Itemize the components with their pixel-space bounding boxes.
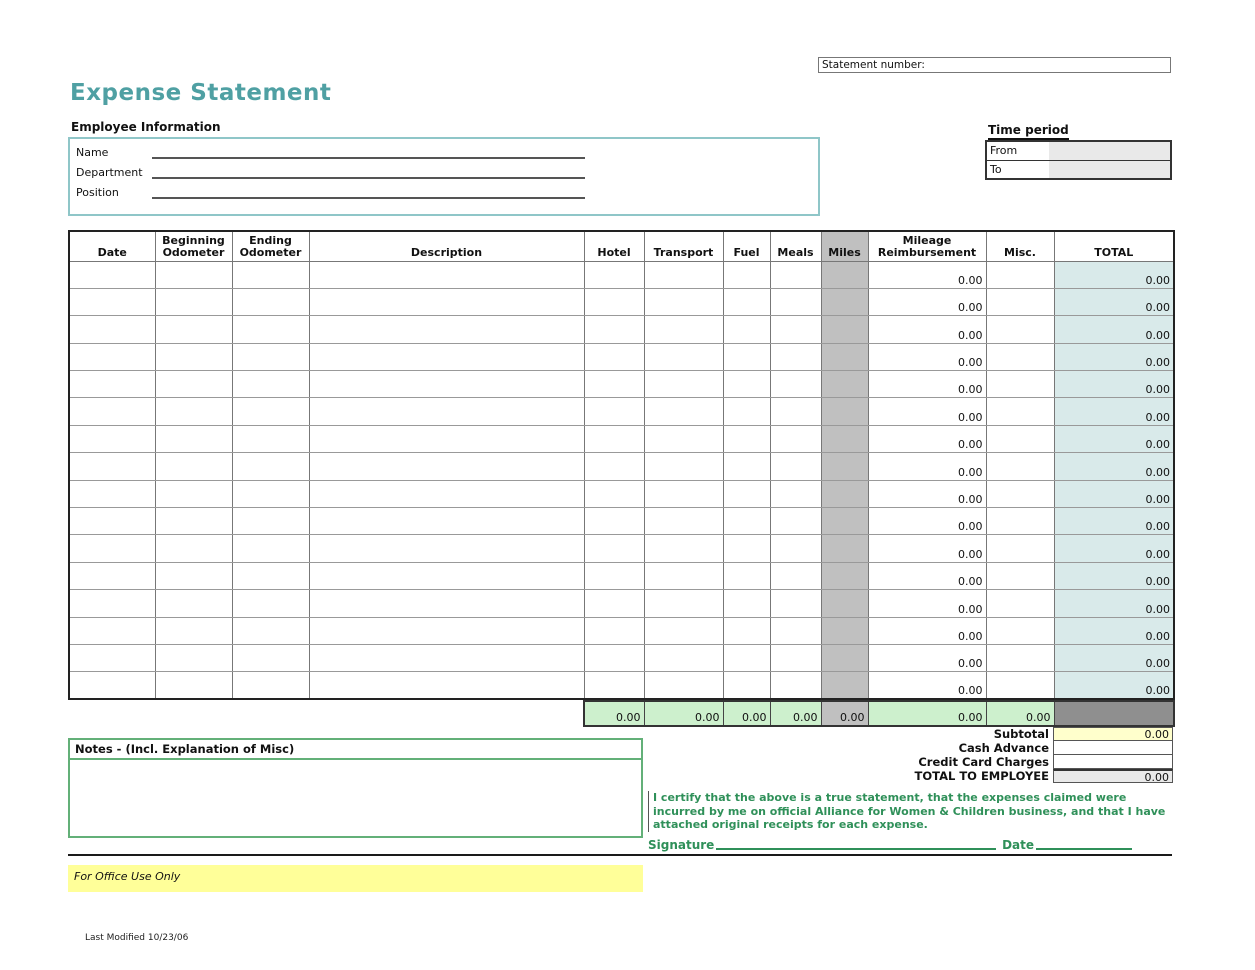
employee-field-row bbox=[70, 143, 818, 163]
expense-cell-hotel[interactable] bbox=[584, 288, 644, 315]
total-cell-transport: 0.00 bbox=[644, 701, 723, 726]
expense-cell-mileage-reimbursement: 0.00 bbox=[868, 535, 986, 562]
time-period-heading: Time period bbox=[988, 123, 1069, 140]
expense-cell-meals[interactable] bbox=[770, 562, 821, 589]
total-cell-total bbox=[1054, 701, 1174, 726]
expense-cell-total: 0.00 bbox=[1054, 535, 1174, 562]
expense-cell-total: 0.00 bbox=[1054, 672, 1174, 699]
expense-cell-hotel[interactable] bbox=[584, 535, 644, 562]
expense-cell-beginning-odometer[interactable] bbox=[155, 261, 232, 288]
expense-cell-mileage-reimbursement: 0.00 bbox=[868, 590, 986, 617]
expense-cell-meals[interactable] bbox=[770, 672, 821, 699]
expense-cell-mileage-reimbursement: 0.00 bbox=[868, 316, 986, 343]
expense-cell-mileage-reimbursement: 0.00 bbox=[868, 288, 986, 315]
office-use-label: For Office Use Only bbox=[74, 870, 181, 883]
expense-cell-fuel[interactable] bbox=[723, 480, 770, 507]
expense-cell-total: 0.00 bbox=[1054, 371, 1174, 398]
expense-cell-ending-odometer[interactable] bbox=[232, 261, 309, 288]
column-header-transport: Transport bbox=[644, 231, 723, 261]
expense-cell-total: 0.00 bbox=[1054, 480, 1174, 507]
expense-cell-meals[interactable] bbox=[770, 288, 821, 315]
expense-cell-description[interactable] bbox=[309, 617, 584, 644]
expense-cell-date[interactable] bbox=[69, 288, 155, 315]
expense-cell-date[interactable] bbox=[69, 535, 155, 562]
expense-cell-fuel[interactable] bbox=[723, 453, 770, 480]
expense-cell-miles[interactable] bbox=[821, 425, 868, 452]
expense-row bbox=[69, 562, 1174, 589]
expense-cell-ending-odometer[interactable] bbox=[232, 288, 309, 315]
expense-cell-fuel[interactable] bbox=[723, 343, 770, 370]
expense-cell-fuel[interactable] bbox=[723, 508, 770, 535]
expense-cell-ending-odometer[interactable] bbox=[232, 453, 309, 480]
expense-cell-meals[interactable] bbox=[770, 617, 821, 644]
expense-row bbox=[69, 535, 1174, 562]
expense-table-header-row bbox=[69, 231, 1174, 261]
expense-cell-beginning-odometer[interactable] bbox=[155, 425, 232, 452]
expense-cell-beginning-odometer[interactable] bbox=[155, 617, 232, 644]
period-input-from[interactable] bbox=[1049, 142, 1170, 160]
expense-cell-total: 0.00 bbox=[1054, 617, 1174, 644]
expense-cell-beginning-odometer[interactable] bbox=[155, 562, 232, 589]
expense-cell-miles[interactable] bbox=[821, 535, 868, 562]
summary-row-cash-advance bbox=[653, 741, 1173, 755]
expense-cell-beginning-odometer[interactable] bbox=[155, 398, 232, 425]
expense-cell-misc[interactable] bbox=[986, 343, 1054, 370]
expense-cell-meals[interactable] bbox=[770, 453, 821, 480]
expense-cell-description[interactable] bbox=[309, 288, 584, 315]
expense-row bbox=[69, 617, 1174, 644]
expense-cell-hotel[interactable] bbox=[584, 316, 644, 343]
expense-row bbox=[69, 508, 1174, 535]
expense-cell-fuel[interactable] bbox=[723, 590, 770, 617]
expense-cell-mileage-reimbursement: 0.00 bbox=[868, 480, 986, 507]
expense-cell-hotel[interactable] bbox=[584, 617, 644, 644]
expense-cell-beginning-odometer[interactable] bbox=[155, 343, 232, 370]
statement-number-label: Statement number: bbox=[822, 59, 925, 71]
expense-cell-hotel[interactable] bbox=[584, 508, 644, 535]
expense-row bbox=[69, 371, 1174, 398]
expense-cell-beginning-odometer[interactable] bbox=[155, 644, 232, 671]
column-header-description: Description bbox=[309, 231, 584, 261]
expense-cell-beginning-odometer[interactable] bbox=[155, 535, 232, 562]
expense-cell-ending-odometer[interactable] bbox=[232, 644, 309, 671]
expense-cell-mileage-reimbursement: 0.00 bbox=[868, 398, 986, 425]
column-header-ending-odometer: Ending Odometer bbox=[232, 231, 309, 261]
expense-cell-miles[interactable] bbox=[821, 371, 868, 398]
summary-value-cash-advance[interactable] bbox=[1053, 741, 1173, 755]
expense-cell-description[interactable] bbox=[309, 644, 584, 671]
employee-field-row bbox=[70, 163, 818, 183]
expense-cell-misc[interactable] bbox=[986, 672, 1054, 699]
column-header-date: Date bbox=[69, 231, 155, 261]
expense-cell-date[interactable] bbox=[69, 316, 155, 343]
column-header-beginning-odometer: Beginning Odometer bbox=[155, 231, 232, 261]
expense-cell-ending-odometer[interactable] bbox=[232, 343, 309, 370]
expense-cell-fuel[interactable] bbox=[723, 644, 770, 671]
expense-cell-beginning-odometer[interactable] bbox=[155, 288, 232, 315]
expense-cell-mileage-reimbursement: 0.00 bbox=[868, 644, 986, 671]
notes-heading: Notes - (Incl. Explanation of Misc) bbox=[70, 740, 641, 760]
expense-cell-description[interactable] bbox=[309, 562, 584, 589]
employee-info-box bbox=[68, 137, 820, 216]
expense-cell-transport[interactable] bbox=[644, 316, 723, 343]
expense-cell-miles[interactable] bbox=[821, 288, 868, 315]
column-header-miles: Miles bbox=[821, 231, 868, 261]
expense-cell-misc[interactable] bbox=[986, 480, 1054, 507]
field-label-position: Position bbox=[76, 186, 119, 199]
field-input-position[interactable] bbox=[152, 197, 585, 199]
expense-cell-transport[interactable] bbox=[644, 672, 723, 699]
expense-cell-description[interactable] bbox=[309, 480, 584, 507]
total-cell-miles: 0.00 bbox=[821, 701, 868, 726]
expense-cell-mileage-reimbursement: 0.00 bbox=[868, 672, 986, 699]
expense-cell-description[interactable] bbox=[309, 371, 584, 398]
expense-cell-description[interactable] bbox=[309, 535, 584, 562]
time-period-box bbox=[985, 140, 1172, 180]
summary-row-credit-card-charges bbox=[653, 755, 1173, 769]
expense-cell-transport[interactable] bbox=[644, 453, 723, 480]
expense-cell-misc[interactable] bbox=[986, 288, 1054, 315]
expense-cell-miles[interactable] bbox=[821, 508, 868, 535]
signature-line[interactable] bbox=[716, 848, 996, 850]
expense-cell-description[interactable] bbox=[309, 261, 584, 288]
expense-row bbox=[69, 480, 1174, 507]
expense-cell-fuel[interactable] bbox=[723, 288, 770, 315]
expense-cell-description[interactable] bbox=[309, 343, 584, 370]
expense-cell-date[interactable] bbox=[69, 562, 155, 589]
period-input-to[interactable] bbox=[1049, 161, 1170, 179]
expense-cell-miles[interactable] bbox=[821, 617, 868, 644]
expense-cell-date[interactable] bbox=[69, 480, 155, 507]
expense-cell-total: 0.00 bbox=[1054, 288, 1174, 315]
expense-row bbox=[69, 590, 1174, 617]
expense-cell-ending-odometer[interactable] bbox=[232, 672, 309, 699]
expense-cell-description[interactable] bbox=[309, 672, 584, 699]
expense-cell-miles[interactable] bbox=[821, 672, 868, 699]
summary-section bbox=[653, 727, 1173, 783]
expense-cell-date[interactable] bbox=[69, 261, 155, 288]
horizontal-divider bbox=[68, 854, 1172, 856]
expense-cell-miles[interactable] bbox=[821, 261, 868, 288]
notes-input-area[interactable] bbox=[70, 760, 641, 838]
expense-cell-transport[interactable] bbox=[644, 425, 723, 452]
expense-cell-date[interactable] bbox=[69, 398, 155, 425]
expense-row bbox=[69, 316, 1174, 343]
expense-cell-misc[interactable] bbox=[986, 371, 1054, 398]
expense-cell-meals[interactable] bbox=[770, 343, 821, 370]
expense-cell-meals[interactable] bbox=[770, 508, 821, 535]
expense-cell-hotel[interactable] bbox=[584, 371, 644, 398]
expense-cell-total: 0.00 bbox=[1054, 398, 1174, 425]
expense-cell-miles[interactable] bbox=[821, 480, 868, 507]
expense-cell-meals[interactable] bbox=[770, 590, 821, 617]
summary-row-total-to-employee bbox=[653, 769, 1173, 783]
time-period-row bbox=[987, 160, 1170, 179]
notes-box bbox=[68, 738, 643, 838]
expense-cell-transport[interactable] bbox=[644, 535, 723, 562]
expense-cell-date[interactable] bbox=[69, 343, 155, 370]
summary-row-subtotal bbox=[653, 727, 1173, 741]
expense-cell-total: 0.00 bbox=[1054, 562, 1174, 589]
column-header-fuel: Fuel bbox=[723, 231, 770, 261]
period-label-to: To bbox=[987, 161, 1049, 179]
column-totals-row bbox=[583, 700, 1175, 727]
expense-cell-description[interactable] bbox=[309, 425, 584, 452]
expense-cell-hotel[interactable] bbox=[584, 343, 644, 370]
column-header-misc: Misc. bbox=[986, 231, 1054, 261]
expense-cell-meals[interactable] bbox=[770, 535, 821, 562]
expense-row bbox=[69, 425, 1174, 452]
expense-cell-fuel[interactable] bbox=[723, 562, 770, 589]
employee-field-row bbox=[70, 183, 818, 203]
expense-cell-hotel[interactable] bbox=[584, 644, 644, 671]
expense-cell-transport[interactable] bbox=[644, 508, 723, 535]
summary-label-subtotal: Subtotal bbox=[993, 727, 1049, 741]
expense-cell-mileage-reimbursement: 0.00 bbox=[868, 343, 986, 370]
expense-cell-misc[interactable] bbox=[986, 508, 1054, 535]
expense-cell-total: 0.00 bbox=[1054, 425, 1174, 452]
expense-cell-mileage-reimbursement: 0.00 bbox=[868, 617, 986, 644]
expense-row bbox=[69, 261, 1174, 288]
expense-cell-total: 0.00 bbox=[1054, 343, 1174, 370]
expense-cell-fuel[interactable] bbox=[723, 261, 770, 288]
expense-cell-transport[interactable] bbox=[644, 343, 723, 370]
expense-cell-hotel[interactable] bbox=[584, 562, 644, 589]
expense-cell-date[interactable] bbox=[69, 590, 155, 617]
expense-cell-transport[interactable] bbox=[644, 480, 723, 507]
office-use-band[interactable] bbox=[68, 865, 643, 892]
expense-cell-misc[interactable] bbox=[986, 562, 1054, 589]
expense-cell-beginning-odometer[interactable] bbox=[155, 480, 232, 507]
expense-cell-ending-odometer[interactable] bbox=[232, 316, 309, 343]
expense-cell-miles[interactable] bbox=[821, 453, 868, 480]
expense-cell-miles[interactable] bbox=[821, 343, 868, 370]
expense-cell-mileage-reimbursement: 0.00 bbox=[868, 508, 986, 535]
expense-row bbox=[69, 672, 1174, 699]
field-label-name: Name bbox=[76, 146, 109, 159]
certification-text: I certify that the above is a true statement, that the expenses claimed were incurred by me on official Alliance for Women & Children business, and that I have attached original receipts for each expense. bbox=[648, 791, 1176, 832]
column-header-total: TOTAL bbox=[1054, 231, 1174, 261]
expense-cell-misc[interactable] bbox=[986, 316, 1054, 343]
column-header-mileage-reimbursement: Mileage Reimbursement bbox=[868, 231, 986, 261]
expense-cell-ending-odometer[interactable] bbox=[232, 562, 309, 589]
expense-cell-misc[interactable] bbox=[986, 398, 1054, 425]
total-cell-mileage-reimbursement: 0.00 bbox=[868, 701, 986, 726]
expense-cell-transport[interactable] bbox=[644, 644, 723, 671]
expense-cell-beginning-odometer[interactable] bbox=[155, 453, 232, 480]
expense-cell-ending-odometer[interactable] bbox=[232, 480, 309, 507]
expense-cell-beginning-odometer[interactable] bbox=[155, 371, 232, 398]
expense-cell-beginning-odometer[interactable] bbox=[155, 590, 232, 617]
expense-cell-meals[interactable] bbox=[770, 425, 821, 452]
signature-row bbox=[648, 838, 1132, 852]
expense-cell-mileage-reimbursement: 0.00 bbox=[868, 425, 986, 452]
expense-cell-misc[interactable] bbox=[986, 453, 1054, 480]
signature-label: Signature bbox=[648, 838, 715, 852]
expense-cell-mileage-reimbursement: 0.00 bbox=[868, 453, 986, 480]
expense-cell-date[interactable] bbox=[69, 508, 155, 535]
time-period-row bbox=[987, 142, 1170, 160]
expense-cell-description[interactable] bbox=[309, 398, 584, 425]
expense-cell-hotel[interactable] bbox=[584, 261, 644, 288]
expense-cell-transport[interactable] bbox=[644, 590, 723, 617]
total-cell-hotel: 0.00 bbox=[584, 701, 644, 726]
expense-cell-meals[interactable] bbox=[770, 371, 821, 398]
field-label-department: Department bbox=[76, 166, 143, 179]
expense-cell-transport[interactable] bbox=[644, 288, 723, 315]
expense-cell-ending-odometer[interactable] bbox=[232, 425, 309, 452]
expense-cell-miles[interactable] bbox=[821, 562, 868, 589]
expense-cell-transport[interactable] bbox=[644, 562, 723, 589]
expense-cell-meals[interactable] bbox=[770, 261, 821, 288]
expense-cell-miles[interactable] bbox=[821, 398, 868, 425]
expense-cell-mileage-reimbursement: 0.00 bbox=[868, 562, 986, 589]
expense-cell-total: 0.00 bbox=[1054, 453, 1174, 480]
expense-cell-description[interactable] bbox=[309, 508, 584, 535]
expense-cell-hotel[interactable] bbox=[584, 453, 644, 480]
summary-value-credit-card-charges[interactable] bbox=[1053, 755, 1173, 769]
expense-cell-meals[interactable] bbox=[770, 644, 821, 671]
field-input-name[interactable] bbox=[152, 157, 585, 159]
statement-number-field[interactable] bbox=[818, 57, 1171, 73]
expense-cell-transport[interactable] bbox=[644, 261, 723, 288]
total-cell-misc: 0.00 bbox=[986, 701, 1054, 726]
expense-cell-miles[interactable] bbox=[821, 644, 868, 671]
expense-cell-fuel[interactable] bbox=[723, 535, 770, 562]
expense-cell-transport[interactable] bbox=[644, 617, 723, 644]
expense-cell-misc[interactable] bbox=[986, 644, 1054, 671]
expense-cell-mileage-reimbursement: 0.00 bbox=[868, 261, 986, 288]
expense-cell-date[interactable] bbox=[69, 672, 155, 699]
field-input-department[interactable] bbox=[152, 177, 585, 179]
expense-cell-date[interactable] bbox=[69, 644, 155, 671]
expense-cell-meals[interactable] bbox=[770, 316, 821, 343]
summary-label-cash-advance: Cash Advance bbox=[958, 741, 1049, 755]
expense-cell-date[interactable] bbox=[69, 425, 155, 452]
expense-cell-misc[interactable] bbox=[986, 261, 1054, 288]
expense-cell-transport[interactable] bbox=[644, 398, 723, 425]
expense-cell-date[interactable] bbox=[69, 617, 155, 644]
expense-cell-ending-odometer[interactable] bbox=[232, 535, 309, 562]
expense-row bbox=[69, 644, 1174, 671]
expense-row bbox=[69, 343, 1174, 370]
expense-cell-mileage-reimbursement: 0.00 bbox=[868, 371, 986, 398]
summary-label-total-to-employee: TOTAL TO EMPLOYEE bbox=[914, 769, 1049, 783]
expense-cell-hotel[interactable] bbox=[584, 398, 644, 425]
expense-row bbox=[69, 398, 1174, 425]
expense-cell-ending-odometer[interactable] bbox=[232, 398, 309, 425]
expense-cell-misc[interactable] bbox=[986, 617, 1054, 644]
expense-cell-hotel[interactable] bbox=[584, 590, 644, 617]
expense-cell-date[interactable] bbox=[69, 371, 155, 398]
expense-cell-ending-odometer[interactable] bbox=[232, 508, 309, 535]
expense-cell-meals[interactable] bbox=[770, 398, 821, 425]
expense-cell-hotel[interactable] bbox=[584, 425, 644, 452]
expense-cell-fuel[interactable] bbox=[723, 617, 770, 644]
expense-cell-fuel[interactable] bbox=[723, 425, 770, 452]
expense-table bbox=[68, 230, 1175, 700]
column-header-meals: Meals bbox=[770, 231, 821, 261]
expense-cell-fuel[interactable] bbox=[723, 398, 770, 425]
total-cell-fuel: 0.00 bbox=[723, 701, 770, 726]
expense-cell-description[interactable] bbox=[309, 590, 584, 617]
summary-value-total-to-employee: 0.00 bbox=[1053, 769, 1173, 783]
expense-cell-total: 0.00 bbox=[1054, 590, 1174, 617]
expense-row bbox=[69, 453, 1174, 480]
expense-cell-transport[interactable] bbox=[644, 371, 723, 398]
expense-row bbox=[69, 288, 1174, 315]
expense-cell-ending-odometer[interactable] bbox=[232, 617, 309, 644]
expense-cell-meals[interactable] bbox=[770, 480, 821, 507]
expense-cell-description[interactable] bbox=[309, 316, 584, 343]
expense-cell-beginning-odometer[interactable] bbox=[155, 316, 232, 343]
expense-cell-fuel[interactable] bbox=[723, 371, 770, 398]
expense-cell-ending-odometer[interactable] bbox=[232, 371, 309, 398]
expense-cell-date[interactable] bbox=[69, 453, 155, 480]
period-label-from: From bbox=[987, 142, 1049, 160]
expense-cell-fuel[interactable] bbox=[723, 672, 770, 699]
expense-cell-total: 0.00 bbox=[1054, 508, 1174, 535]
expense-cell-hotel[interactable] bbox=[584, 672, 644, 699]
expense-cell-total: 0.00 bbox=[1054, 644, 1174, 671]
expense-cell-miles[interactable] bbox=[821, 316, 868, 343]
column-header-hotel: Hotel bbox=[584, 231, 644, 261]
expense-cell-total: 0.00 bbox=[1054, 316, 1174, 343]
expense-cell-fuel[interactable] bbox=[723, 316, 770, 343]
total-cell-meals: 0.00 bbox=[770, 701, 821, 726]
summary-label-credit-card-charges: Credit Card Charges bbox=[918, 755, 1049, 769]
expense-cell-misc[interactable] bbox=[986, 590, 1054, 617]
expense-cell-miles[interactable] bbox=[821, 590, 868, 617]
last-modified-note: Last Modified 10/23/06 bbox=[85, 933, 189, 943]
date-label: Date bbox=[1002, 838, 1034, 852]
expense-cell-total: 0.00 bbox=[1054, 261, 1174, 288]
page-title: Expense Statement bbox=[70, 80, 332, 106]
expense-cell-hotel[interactable] bbox=[584, 480, 644, 507]
expense-cell-misc[interactable] bbox=[986, 535, 1054, 562]
expense-cell-ending-odometer[interactable] bbox=[232, 590, 309, 617]
summary-value-subtotal: 0.00 bbox=[1053, 727, 1173, 741]
employee-info-heading: Employee Information bbox=[71, 120, 221, 134]
expense-cell-beginning-odometer[interactable] bbox=[155, 508, 232, 535]
expense-cell-misc[interactable] bbox=[986, 425, 1054, 452]
date-line[interactable] bbox=[1036, 848, 1132, 850]
expense-cell-beginning-odometer[interactable] bbox=[155, 672, 232, 699]
expense-cell-description[interactable] bbox=[309, 453, 584, 480]
